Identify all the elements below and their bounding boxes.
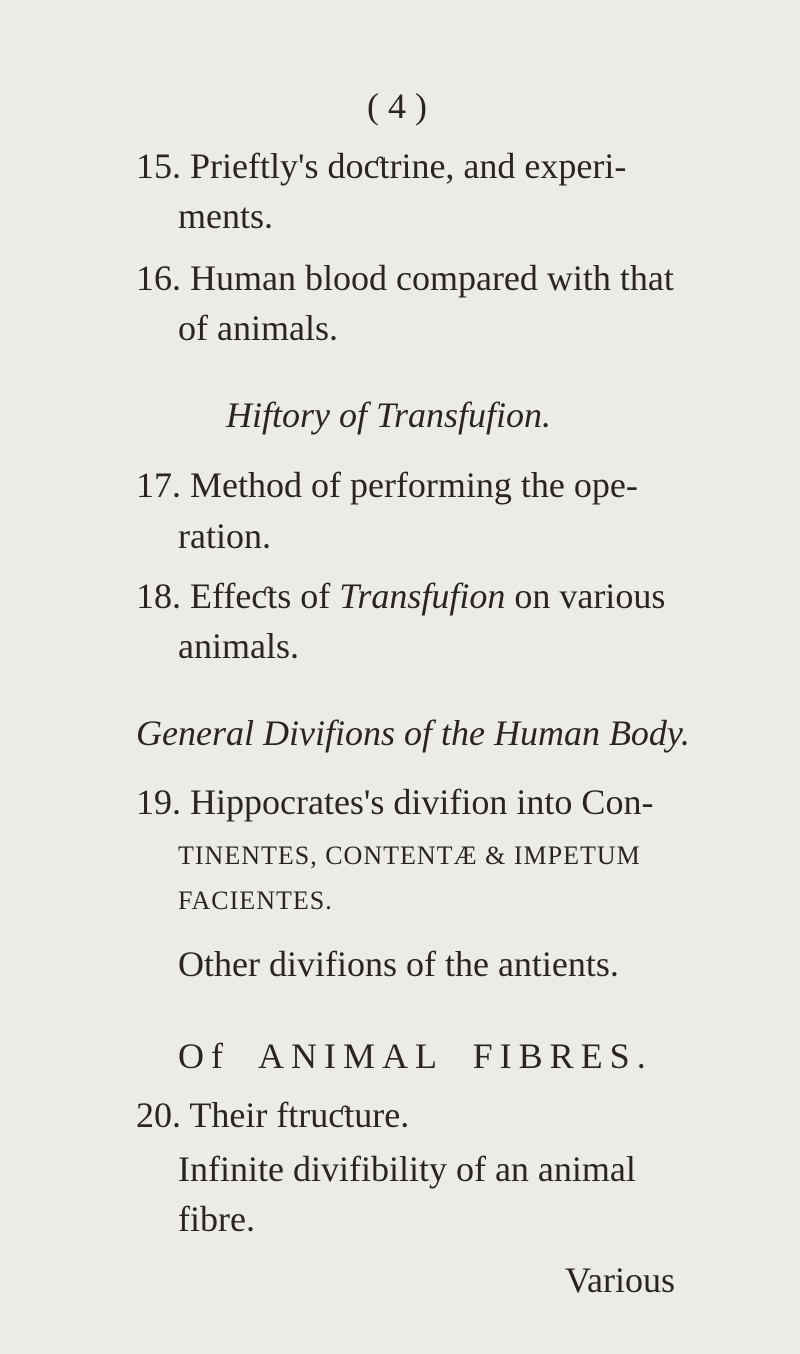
- heading-general-divisions: General Divifions of the Human Body.: [136, 713, 690, 753]
- item-20-number: 20.: [136, 1095, 181, 1135]
- item-20-line1: Their ftruƈture.: [189, 1095, 410, 1135]
- item-19-line1: Hippocrates's divifion into Con-: [190, 782, 654, 822]
- item-20-line3: fibre.: [178, 1199, 255, 1239]
- item-20: [136, 1097, 409, 1133]
- item-15-line2: ments.: [178, 196, 273, 236]
- page-number: ( 4 ): [367, 86, 427, 126]
- item-18-number: 18.: [136, 576, 181, 616]
- heading-animal-fibres: Of ANIMAL FIBRES.: [178, 1036, 653, 1076]
- item-19: [136, 784, 653, 820]
- item-18-line1-post: on various: [505, 576, 666, 616]
- item-15-line1: Prieftly's doƈtrine, and experi-: [190, 146, 627, 186]
- item-17: [136, 467, 638, 503]
- item-19-line3: FACIENTES.: [178, 886, 333, 915]
- catchword: Various: [565, 1260, 675, 1300]
- item-17-number: 17.: [136, 465, 181, 505]
- item-15: [136, 148, 626, 184]
- item-15-number: 15.: [136, 146, 181, 186]
- item-17-line1: Method of performing the ope-: [190, 465, 638, 505]
- item-16-line1: Human blood compared with that: [190, 258, 674, 298]
- item-18: [136, 578, 665, 614]
- item-16-line2: of animals.: [178, 308, 338, 348]
- item-18-line2: animals.: [178, 626, 299, 666]
- item-19-line4: Other divifions of the antients.: [178, 944, 619, 984]
- item-18-line1-italic: Transfufion: [339, 576, 506, 616]
- item-20-line2: Infinite divifibility of an animal: [178, 1149, 636, 1189]
- item-19-line2: TINENTES, CONTENTÆ & IMPETUM: [178, 841, 641, 870]
- heading-history-transfusion: Hiftory of Transfufion.: [226, 395, 552, 435]
- item-18-line1-pre: Effeƈts of: [190, 576, 340, 616]
- item-19-number: 19.: [136, 782, 181, 822]
- item-17-line2: ration.: [178, 516, 271, 556]
- item-16-number: 16.: [136, 258, 181, 298]
- item-16: [136, 260, 674, 296]
